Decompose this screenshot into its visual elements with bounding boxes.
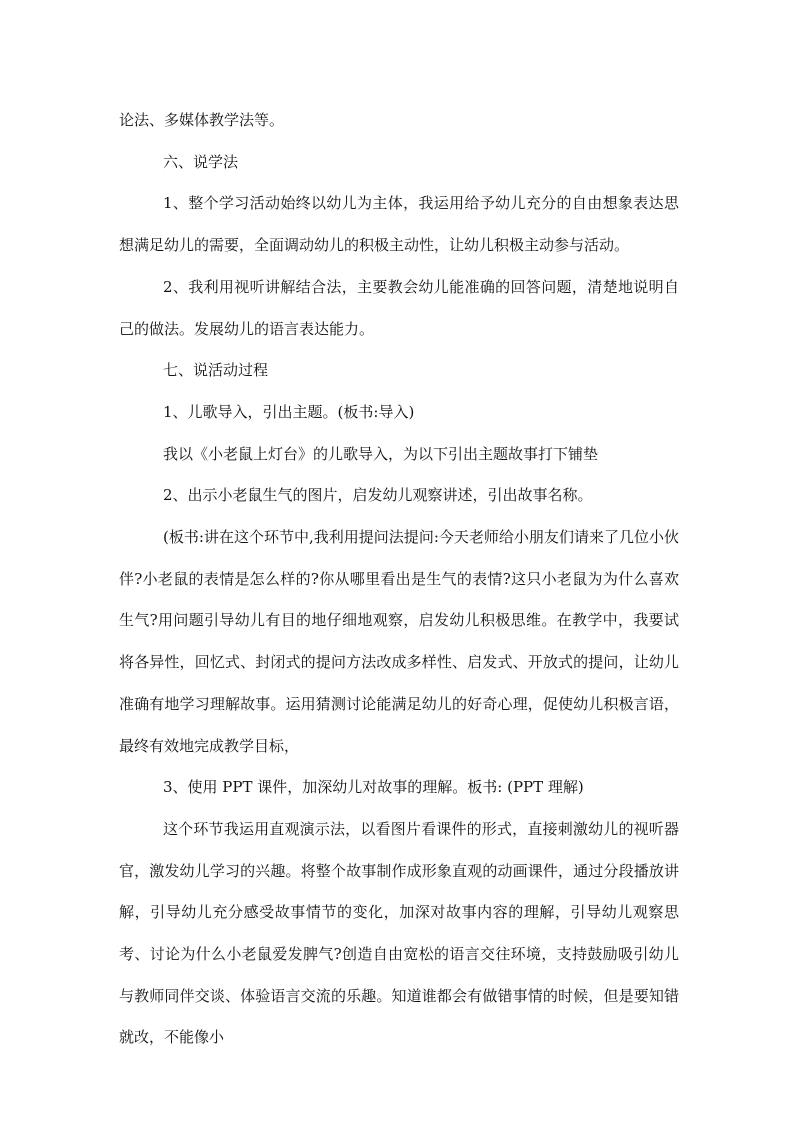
paragraph-step-2-detail: (板书:讲在这个环节中,我利用提问法提问:今天老师给小朋友们请来了几位小伙伴?小老鼠的表情是怎么样的?你从哪里看出是生气的表情?这只小老鼠为为什么喜欢生气?用问题引导幼儿有目的地仔细地观察，启发幼儿积极思维。在教学中，我要试将各异性，回忆式、封闭式的提问方法改成多样性、启发式、开放式的提问，让幼儿准确有地学习理解故事。运用猜测讨论能满足幼儿的好奇心理，促使幼儿积极言语，最终有效地完成教学目标， bbox=[119, 528, 679, 755]
paragraph-step-3-detail: 这个环节我运用直观演示法，以看图片看课件的形式，直接刺激幼儿的视听器官，激发幼儿学习的兴趣。将整个故事制作成形象直观的动画课件，通过分段播放讲解，引导幼儿充分感受故事情节的变化，加深对故事内容的理解，引导幼儿观察思考、讨论为什么小老鼠爱发脾气?创造自由宽松的语言交往环境，支持鼓励吸引幼儿与教师同伴交谈、体验语言交流的乐趣。知道谁都会有做错事情的时候，但是要知错就改，不能像小 bbox=[119, 819, 679, 1047]
paragraph-study-method-2: 2、我利用视听讲解结合法，主要教会幼儿能准确的回答问题，清楚地说明自己的做法。发展幼儿的语言表达能力。 bbox=[119, 277, 679, 338]
paragraph-step-3: 3、使用 PPT 课件，加深幼儿对故事的理解。板书: (PPT 理解) bbox=[163, 778, 584, 797]
section-heading-study-method: 六、说学法 bbox=[163, 152, 239, 171]
section-heading-activity-process: 七、说活动过程 bbox=[163, 361, 269, 380]
paragraph-step-1-detail: 我以《小老鼠上灯台》的儿歌导入，为以下引出主题故事打下铺垫 bbox=[163, 444, 599, 463]
paragraph-continuation: 论法、多媒体教学法等。 bbox=[119, 111, 285, 129]
paragraph-study-method-1: 1、整个学习活动始终以幼儿为主体，我运用给予幼儿充分的自由想象表达思想满足幼儿的需要，全面调动幼儿的积极主动性，让幼儿积极主动参与活动。 bbox=[119, 194, 679, 255]
paragraph-step-1: 1、儿歌导入，引出主题。(板书:导入) bbox=[163, 402, 415, 421]
document-body bbox=[119, 100, 679, 1059]
paragraph-step-2: 2、出示小老鼠生气的图片，启发幼儿观察讲述，引出故事名称。 bbox=[163, 486, 593, 505]
